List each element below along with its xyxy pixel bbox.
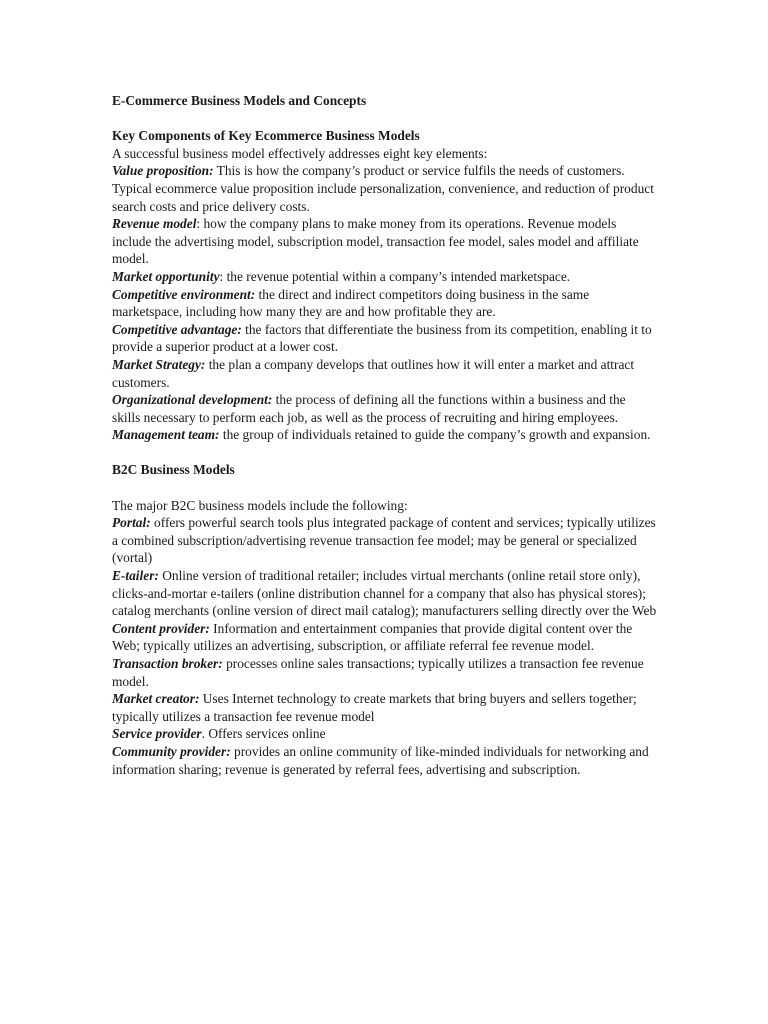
definition-item: [112, 655, 657, 690]
definition-text: offers powerful search tools plus integrated package of content and services; typically utilizes a combined subscription/advertising revenue transaction fee model; may be general or specialized (vortal): [112, 515, 656, 566]
definition-text: the plan a company develops that outlines how it will enter a market and attract customers.: [112, 356, 635, 390]
definition-term: Value proposition:: [112, 163, 214, 179]
definition-term: Organizational development:: [112, 392, 273, 408]
definition-item: [112, 725, 657, 743]
definition-term: E-tailer:: [112, 568, 159, 584]
definition-text: the process of defining all the functions within a business and the skills necessary to perform each job, as well as the process of recruiting and hiring employees.: [112, 392, 626, 425]
definition-term: Service provider: [112, 726, 202, 742]
section-heading-key-components: Key Components of Key Ecommerce Business Models: [112, 128, 420, 144]
definition-text: . Offers services online: [201, 726, 326, 742]
definition-term: Management team:: [112, 427, 220, 443]
definition-text: the direct and indirect competitors doing business in the same marketspace, including how many they are and how profitable they are.: [112, 286, 590, 320]
definition-item: [112, 620, 657, 655]
definition-term: Transaction broker:: [112, 656, 223, 671]
b2c-models-list: [112, 514, 657, 778]
definition-text: provides an online community of like-minded individuals for networking and information sharing; revenue is generated by referral fees, advertising and subscription.: [112, 743, 649, 777]
definition-term: Market creator:: [112, 691, 200, 707]
spacer: [112, 444, 657, 462]
section-intro: A successful business model effectively addresses eight key elements:: [112, 145, 488, 161]
definition-item: [112, 426, 657, 444]
definition-term: Portal:: [112, 515, 151, 531]
definition-text: : the revenue potential within a company’s intended marketspace.: [219, 268, 571, 284]
section-intro: The major B2C business models include the following:: [112, 497, 408, 513]
definition-text: the group of individuals retained to guide the company’s growth and expansion.: [219, 427, 651, 443]
definition-text: : how the company plans to make money from its operations. Revenue models include the advertising model, subscription model, transaction fee model, sales model and affiliate model.: [112, 216, 639, 267]
definition-item: [112, 286, 657, 321]
definition-term: Content provider:: [112, 620, 210, 636]
spacer: [112, 110, 657, 128]
document-title: E-Commerce Business Models and Concepts: [112, 93, 367, 108]
definition-term: Revenue model: [112, 216, 197, 232]
definition-item: [112, 356, 657, 391]
definition-text: Information and entertainment companies that provide digital content over the Web; typically utilizes an advertising, subscription, or affiliate referral fee revenue model.: [112, 620, 633, 654]
definition-text: Uses Internet technology to create markets that bring buyers and sellers together; typically utilizes a transaction fee revenue model: [112, 691, 637, 724]
definition-text: processes online sales transactions; typically utilizes a transaction fee revenue model.: [112, 656, 644, 689]
definition-item: [112, 690, 657, 725]
definition-item: [112, 215, 657, 268]
section-heading-b2c: B2C Business Models: [112, 462, 235, 478]
definition-term: Market Strategy:: [112, 356, 206, 372]
definition-item: [112, 743, 657, 778]
definition-term: Competitive environment:: [112, 286, 256, 302]
definition-term: Community provider:: [112, 743, 231, 759]
definition-text: Online version of traditional retailer; includes virtual merchants (online retail store only), clicks-and-mortar e-tailers (online distribution channel for a company that also has physical stores); catalog merchants (online version of direct mail catalog); manufacturers selling directly over the Web: [112, 568, 657, 619]
definition-item: [112, 391, 657, 426]
key-elements-list: [112, 162, 657, 444]
definition-item: [112, 514, 657, 567]
definition-text: the factors that differentiate the business from its competition, enabling it to provide a superior product at a lower cost.: [112, 321, 652, 355]
definition-term: Market opportunity: [112, 268, 220, 284]
definition-text: This is how the company’s product or service fulfils the needs of customers. Typical ecommerce value proposition include personalization, convenience, and reduction of product search costs and price delivery costs.: [112, 163, 654, 214]
definition-item: [112, 268, 657, 286]
definition-term: Competitive advantage:: [112, 321, 242, 337]
document-page: [112, 92, 657, 778]
definition-item: [112, 321, 657, 356]
spacer: [112, 479, 657, 497]
definition-item: [112, 567, 657, 620]
definition-item: [112, 162, 657, 215]
